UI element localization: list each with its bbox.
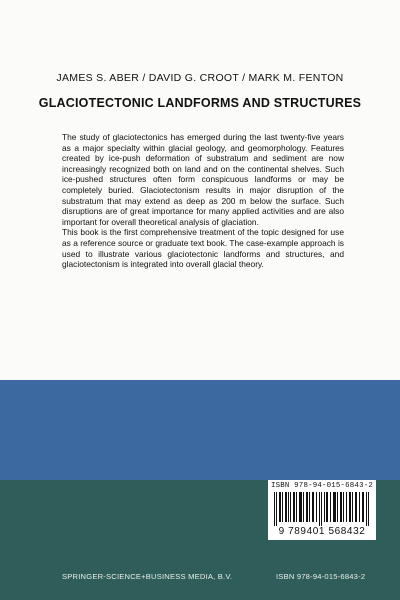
book-title: GLACIOTECTONIC LANDFORMS AND STRUCTURES	[38, 96, 362, 110]
author-names: JAMES S. ABER / DAVID G. CROOT / MARK M. FENTON	[56, 72, 344, 84]
barcode-digits: 9 789401 568432	[278, 526, 366, 537]
description-paragraph: The study of glaciotectonics has emerged during the last twenty-five years as a major specialty within glacial geology, and geomorphology. Features created by ice-push deformation of substratum and sediment are now increasingly recognized both on land and on the continental shelves. Such ice-pushed structures often form conspicuous landforms or may be completely buried. Glaciotectonism results in major disruption of the substratum that may extend as deep as 200 m below the surface. Such disruptions are of great importance for many applied activities and are also important for overall theoretical analysis of glaciation.	[62, 132, 344, 227]
blue-color-band	[0, 380, 400, 480]
book-description	[62, 132, 344, 270]
isbn-barcode	[268, 480, 376, 540]
description-paragraph: This book is the first comprehensive treatment of the topic designed for use as a reference source or graduate text book. The case-example approach is used to illustrate various glaciotectonic landforms and structures, and glaciotectonism is integrated into overall glacial theory.	[62, 227, 344, 270]
barcode-isbn-label: ISBN 978-94-015-6843-2	[271, 482, 373, 490]
barcode-bars	[272, 492, 372, 526]
isbn-text: ISBN 978-94-015-6843-2	[276, 572, 366, 581]
publisher-name: SPRINGER-SCIENCE+BUSINESS MEDIA, B.V.	[62, 572, 233, 581]
